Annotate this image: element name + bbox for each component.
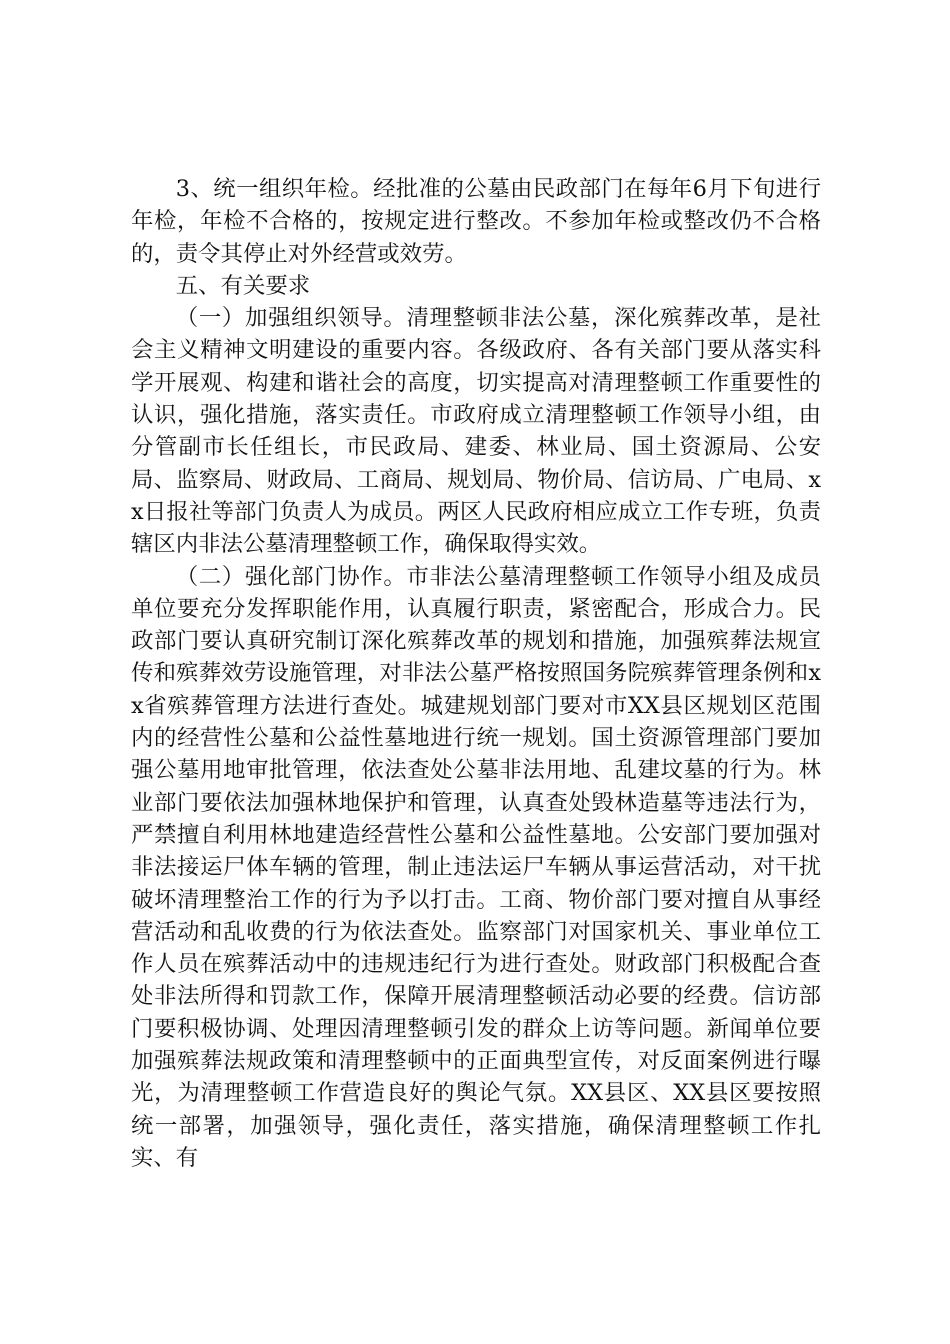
section-heading-requirements: 五、有关要求 — [175, 272, 311, 299]
paragraph-annual-inspection: 3、统一组织年检。经批准的公墓由民政部门在每年6月下旬进行年检，年检不合格的，按规定进行整改。不参加年检或整改仍不合格的，责令其停止对外经营或效劳。 — [131, 176, 821, 267]
paragraph-organization-leadership: （一）加强组织领导。清理整顿非法公墓，深化殡葬改革，是社会主义精神文明建设的重要内容。各级政府、各有关部门要从落实科学开展观、构建和谐社会的高度，切实提高对清理整顿工作重要性的认识，强化措施，落实责任。市政府成立清理整顿工作领导小组，由分管副市长任组长，市民政局、建委、林业局、国土资源局、公安局、监察局、财政局、工商局、规划局、物价局、信访局、广电局、xx日报社等部门负责人为成员。两区人民政府相应成立工作专班，负责辖区内非法公墓清理整顿工作，确保取得实效。 — [131, 305, 821, 558]
document-body — [131, 173, 821, 1174]
paragraph-department-cooperation: （二）强化部门协作。市非法公墓清理整顿工作领导小组及成员单位要充分发挥职能作用，认真履行职责，紧密配合，形成合力。民政部门要认真研究制订深化殡葬改革的规划和措施，加强殡葬法规宣传和殡葬效劳设施管理，对非法公墓严格按照国务院殡葬管理条例和xx省殡葬管理方法进行查处。城建规划部门要对市XX县区规划区范围内的经营性公墓和公益性墓地进行统一规划。国土资源管理部门要加强公墓用地审批管理，依法查处公墓非法用地、乱建坟墓的行为。林业部门要依法加强林地保护和管理，认真查处毁林造墓等违法行为，严禁擅自利用林地建造经营性公墓和公益性墓地。公安部门要加强对非法接运尸体车辆的管理，制止违法运尸车辆从事运营活动，对干扰破坏清理整治工作的行为予以打击。工商、物价部门要对擅自从事经营活动和乱收费的行为依法查处。监察部门对国家机关、事业单位工作人员在殡葬活动中的违规违纪行为进行查处。财政部门积极配合查处非法所得和罚款工作，保障开展清理整顿活动必要的经费。信访部门要积极协调、处理因清理整顿引发的群众上访等问题。新闻单位要加强殡葬法规政策和清理整顿中的正面典型宣传，对反面案例进行曝光，为清理整顿工作营造良好的舆论气氛。XX县区、XX县区要按照统一部署，加强领导，强化责任，落实措施，确保清理整顿工作扎实、有 — [131, 563, 821, 1171]
